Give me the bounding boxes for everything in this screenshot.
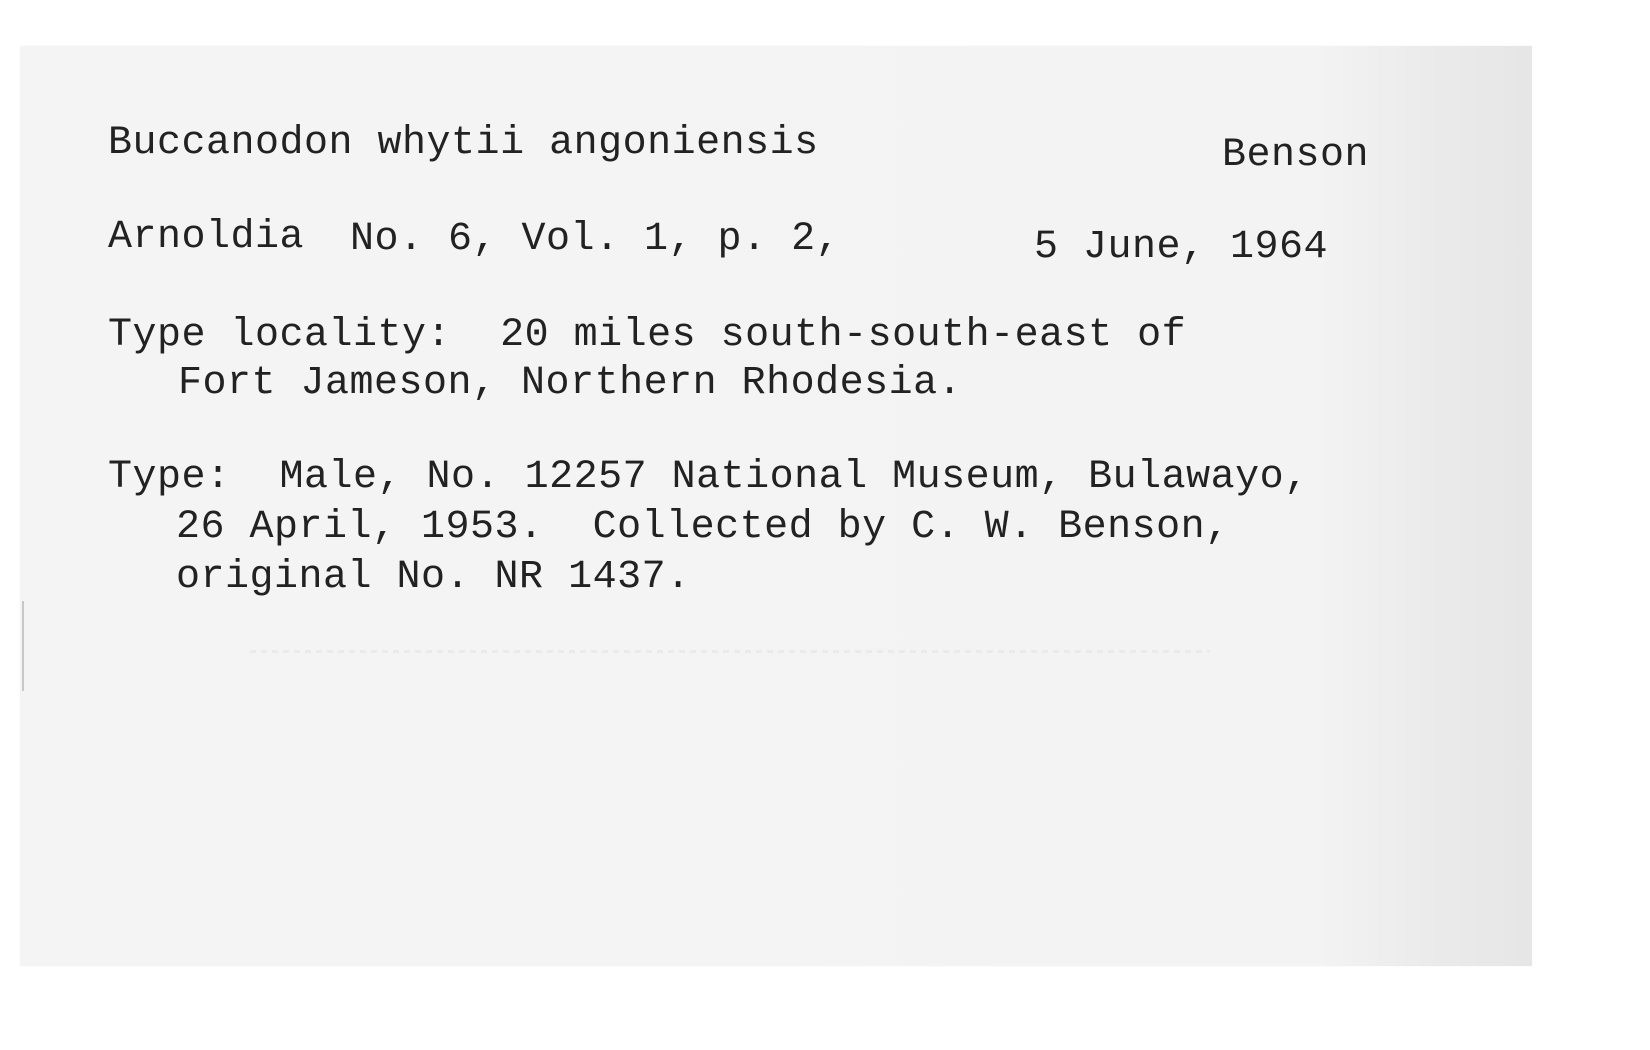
- taxon-author: Benson: [1222, 133, 1370, 178]
- type-specimen-line-2: 26 April, 1953. Collected by C. W. Benson,: [176, 505, 1230, 550]
- publication-name: Arnoldia: [108, 215, 305, 260]
- index-card: [20, 46, 1532, 966]
- publication-date: 5 June, 1964: [1034, 225, 1329, 270]
- type-locality-line-2: Fort Jameson, Northern Rhodesia.: [178, 361, 963, 406]
- type-specimen-line-1: Type: Male, No. 12257 National Museum, Bulawayo,: [108, 455, 1309, 500]
- taxon-name: Buccanodon whytii angoniensis: [108, 121, 819, 166]
- type-locality-line-1: Type locality: 20 miles south-south-east of: [108, 313, 1187, 358]
- type-specimen-line-3: original No. NR 1437.: [176, 555, 691, 600]
- publication-reference: No. 6, Vol. 1, p. 2,: [350, 217, 841, 262]
